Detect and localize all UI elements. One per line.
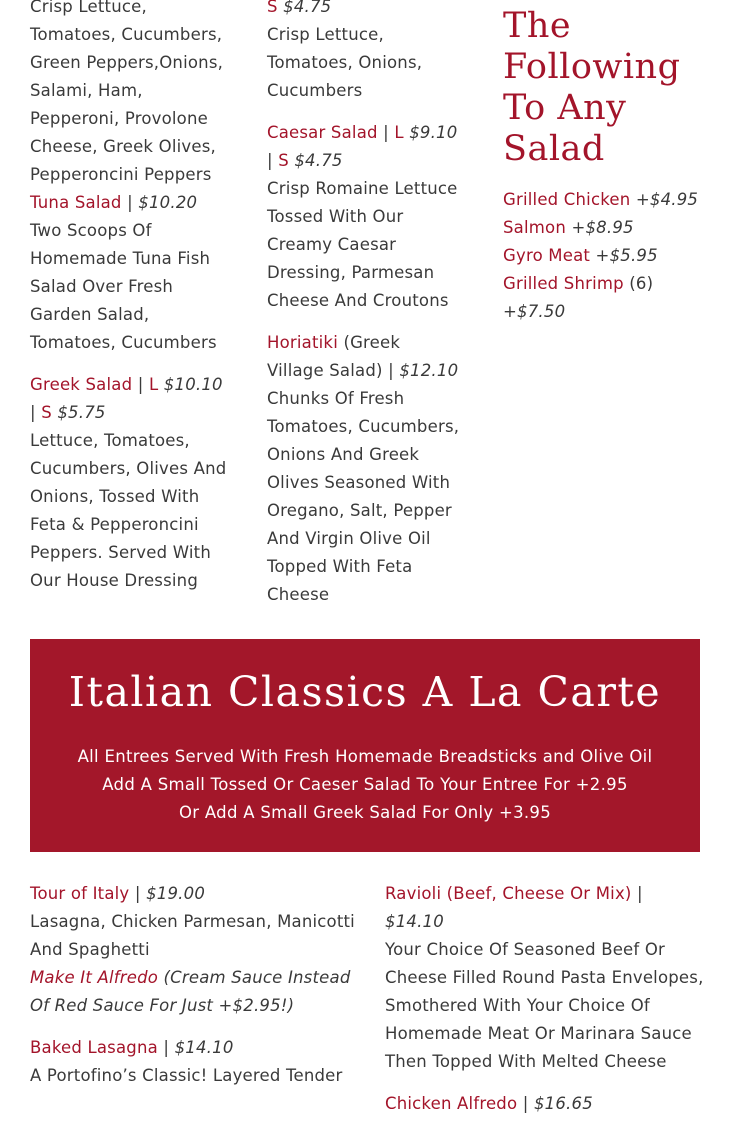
size-large: L xyxy=(148,375,159,394)
separator: | xyxy=(134,884,141,903)
item-price: $16.65 xyxy=(533,1094,593,1113)
menu-item-tour-of-italy xyxy=(30,880,360,1020)
item-description: A Portofino’s Classic! Layered Tender xyxy=(30,1066,343,1085)
alfredo-note: (Cream Sauce Instead Of Red Sauce For Just +$2.95!) xyxy=(30,968,351,1015)
addon-name[interactable]: Grilled Chicken xyxy=(503,190,631,209)
addon-name[interactable]: Grilled Shrimp xyxy=(503,274,624,293)
separator: | xyxy=(163,1038,170,1057)
separator: | xyxy=(137,375,144,394)
menu-item-caesar-salad xyxy=(267,119,462,315)
item-name[interactable]: Ravioli (Beef, Cheese Or Mix) xyxy=(385,884,632,903)
item-name[interactable]: Chicken Alfredo xyxy=(385,1094,518,1113)
addon-name[interactable]: Salmon xyxy=(503,218,566,237)
large-price: $9.10 xyxy=(409,123,458,142)
addon-note: (6) xyxy=(629,274,654,293)
separator: | xyxy=(383,123,389,142)
separator: | xyxy=(30,403,36,422)
separator: | xyxy=(637,884,643,903)
addon-item xyxy=(503,270,708,326)
menu-item-baked-lasagna xyxy=(30,1034,360,1090)
item-description: Your Choice Of Seasoned Beef Or Cheese Filled Round Pasta Envelopes, Smothered With Your Choice Of Homemade Meat Or Marinara Sauce Then Topped With Melted Cheese xyxy=(385,940,704,1071)
small-price: $4.75 xyxy=(294,151,343,170)
banner-line: Or Add A Small Greek Salad For Only +3.95 xyxy=(178,803,552,822)
small-price: $5.75 xyxy=(57,403,106,422)
addon-name[interactable]: Gyro Meat xyxy=(503,246,591,265)
item-price: $19.00 xyxy=(146,884,206,903)
menu-item-ravioli xyxy=(385,880,705,1076)
addon-price: +$4.95 xyxy=(635,190,699,209)
small-price: $4.75 xyxy=(283,0,332,16)
heading-line: Following xyxy=(503,47,681,87)
item-note: (Greek Village Salad) xyxy=(267,333,401,380)
item-description: Crisp Lettuce, Tomatoes, Onions, Cucumbers xyxy=(267,25,423,100)
italian-column-right xyxy=(385,880,705,1132)
item-price: $14.10 xyxy=(385,912,444,931)
item-description: Crisp Romaine Lettuce Tossed With Our Creamy Caesar Dressing, Parmesan Cheese And Croutons xyxy=(267,179,458,310)
menu-item-greek-salad xyxy=(30,371,230,595)
item-description: Lasagna, Chicken Parmesan, Manicotti And Spaghetti xyxy=(30,912,355,959)
addon-item xyxy=(503,242,708,270)
separator: | xyxy=(522,1094,529,1113)
salad-column-2 xyxy=(267,0,462,623)
chef-salad-description: Crisp Lettuce, Tomatoes, Cucumbers, Green Peppers,Onions, Salami, Ham, Pepperoni, Provolone Cheese, Greek Olives, Pepperoncini Peppers xyxy=(30,0,224,184)
item-name[interactable]: Baked Lasagna xyxy=(30,1038,158,1057)
add-ons-list xyxy=(503,186,708,326)
separator: | xyxy=(388,361,394,380)
menu-item-tuna-salad xyxy=(30,189,230,357)
item-name[interactable]: Tuna Salad xyxy=(30,193,122,212)
item-name[interactable]: Tour of Italy xyxy=(30,884,130,903)
size-small: S xyxy=(267,0,278,16)
banner-line: Add A Small Tossed Or Caeser Salad To Your Entree For +2.95 xyxy=(102,775,628,794)
banner-title: Italian Classics A La Carte xyxy=(68,668,662,716)
menu-item-horiatiki xyxy=(267,329,462,609)
heading-line: Salad xyxy=(503,129,605,169)
italian-classics-banner xyxy=(30,639,700,852)
menu-item-garden-salad xyxy=(267,0,462,105)
size-small: S xyxy=(41,403,52,422)
item-price: $14.10 xyxy=(174,1038,234,1057)
item-description: Lettuce, Tomatoes, Cucumbers, Olives And Onions, Tossed With Feta & Pepperoncini Peppers. Served With Our House Dressing xyxy=(30,431,227,590)
italian-column-left xyxy=(30,880,360,1104)
item-name[interactable]: Greek Salad xyxy=(30,375,133,394)
large-price: $10.10 xyxy=(163,375,223,394)
addon-item xyxy=(503,214,708,242)
item-price: $12.10 xyxy=(399,361,459,380)
heading-line: To Any xyxy=(503,88,627,128)
item-price: $10.20 xyxy=(138,193,198,212)
salad-column-1 xyxy=(30,0,230,609)
item-description: Chunks Of Fresh Tomatoes, Cucumbers, Onions And Greek Olives Seasoned With Oregano, Salt, Pepper And Virgin Olive Oil Topped With Feta Cheese xyxy=(267,389,460,604)
banner-notes xyxy=(30,743,700,827)
size-small: S xyxy=(278,151,289,170)
item-description: Two Scoops Of Homemade Tuna Fish Salad Over Fresh Garden Salad, Tomatoes, Cucumbers xyxy=(30,221,217,352)
size-large: L xyxy=(394,123,404,142)
addon-price: +$7.50 xyxy=(503,302,566,321)
item-name[interactable]: Caesar Salad xyxy=(267,123,378,142)
add-ons-heading xyxy=(503,6,723,170)
addon-price: +$5.95 xyxy=(595,246,658,265)
addon-item xyxy=(503,186,708,214)
addon-price: +$8.95 xyxy=(571,218,634,237)
heading-line: The xyxy=(503,6,572,46)
banner-line: All Entrees Served With Fresh Homemade Breadsticks and Olive Oil xyxy=(77,747,653,766)
separator: | xyxy=(127,193,133,212)
separator: | xyxy=(267,151,273,170)
item-name[interactable]: Horiatiki xyxy=(267,333,338,352)
menu-item-chicken-alfredo xyxy=(385,1090,705,1118)
make-it-alfredo-link[interactable]: Make It Alfredo xyxy=(30,968,159,987)
